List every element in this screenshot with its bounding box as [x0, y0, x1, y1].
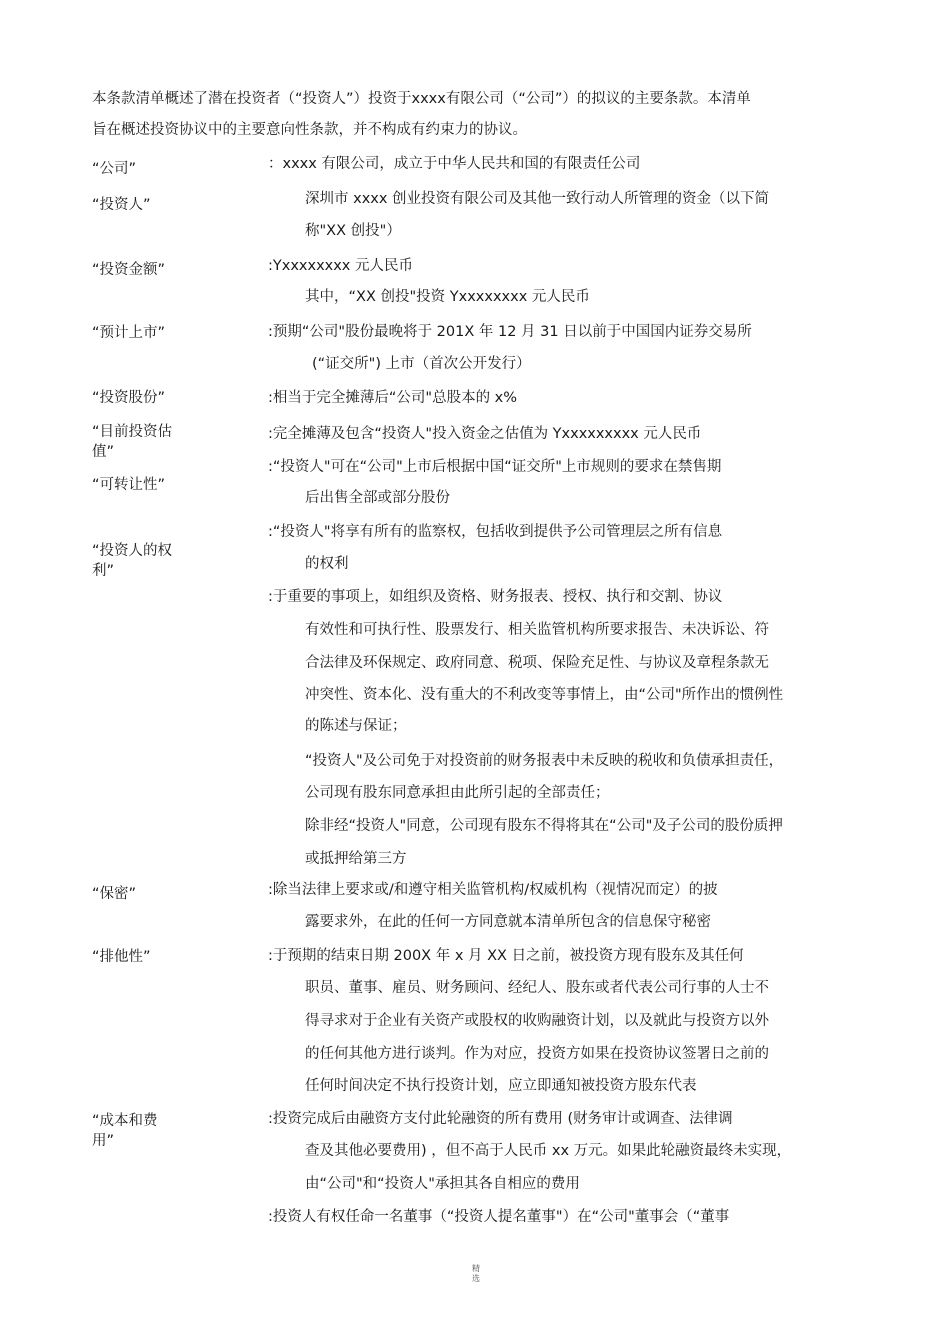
- footer-char-2: 选: [472, 1274, 480, 1283]
- term-ipo-line-1: :预期“公司"股份最晚将于 201X 年 12 月 31 日以前于中国国内证券交易所: [268, 324, 752, 340]
- term-rights-line-7: 的陈述与保证；: [305, 718, 407, 734]
- term-label-costs: [92, 1111, 158, 1151]
- term-rights-line-6: 冲突性、资本化、没有重大的不利改变等事情上，由“公司"所作出的惯例性: [305, 687, 784, 703]
- term-label-confidential: “保密”: [92, 886, 137, 902]
- term-label-rights-l1: “投资人的权: [92, 543, 173, 559]
- term-rights-line-10: 除非经“投资人"同意，公司现有股东不得将其在“公司"及子公司的股份质押: [305, 818, 783, 834]
- term-exclusive-line-5: 任何时间决定不执行投资计划，应立即通知被投资方股东代表: [305, 1078, 697, 1094]
- term-investor-line-1: 深圳市 xxxx 创业投资有限公司及其他一致行动人所管理的资金（以下简: [305, 191, 770, 207]
- term-label-rights-l2: 利”: [92, 563, 115, 579]
- term-label-valuation: [92, 422, 172, 462]
- term-rights-line-8: “投资人"及公司免于对投资前的财务报表中未反映的税收和负债承担责任，: [305, 753, 784, 769]
- term-confidential-line-2: 露要求外，在此的任何一方同意就本清单所包含的信息保守秘密: [305, 914, 711, 930]
- term-company-line-1: ：xxxx 有限公司，成立于中华人民共和国的有限责任公司: [268, 156, 641, 172]
- intro-line-1: 本条款清单概述了潜在投资者（“投资人”）投资于xxxx有限公司（“公司”）的拟议的主要条款。本清单: [92, 91, 751, 107]
- term-label-exclusive: “排他性”: [92, 949, 151, 965]
- term-exclusive-line-3: 得寻求对于企业有关资产或股权的收购融资计划，以及就此与投资方以外: [305, 1013, 769, 1029]
- term-label-amount: “投资金额”: [92, 262, 166, 278]
- term-costs-line-1: :投资完成后由融资方支付此轮融资的所有费用 (财务审计或调查、法律调: [268, 1111, 733, 1127]
- term-rights-line-5: 合法律及环保规定、政府同意、税项、保险充足性、与协议及章程条款无: [305, 655, 769, 671]
- term-rights-line-4: 有效性和可执行性、股票发行、相关监管机构所要求报告、未决诉讼、符: [305, 622, 769, 638]
- term-rights-line-1: :“投资人"将享有所有的监察权，包括收到提供予公司管理层之所有信息: [268, 524, 723, 540]
- term-label-shares: “投资股份”: [92, 390, 166, 406]
- term-shares-line-1: :相当于完全摊薄后“公司"总股本的 x%: [268, 390, 518, 406]
- term-rights-line-2: 的权利: [305, 556, 349, 572]
- term-confidential-line-1: :除当法律上要求或/和遵守相关监管机构/权威机构（视情况而定）的披: [268, 882, 718, 898]
- term-label-valuation-l2: 值”: [92, 444, 115, 460]
- term-amount-line-2: 其中，“XX 创投"投资 Yxxxxxxxx 元人民币: [305, 289, 590, 305]
- term-exclusive-line-4: 的任何其他方进行谈判。作为对应，投资方如果在投资协议签署日之前的: [305, 1046, 769, 1062]
- term-exclusive-line-2: 职员、董事、雇员、财务顾问、经纪人、股东或者代表公司行事的人士不: [305, 980, 769, 996]
- term-transfer-line-1: :“投资人"可在“公司"上市后根据中国“证交所"上市规则的要求在禁售期: [268, 459, 722, 475]
- term-costs-line-3: 由“公司"和“投资人"承担其各自相应的费用: [305, 1176, 580, 1192]
- page-footer-mark: [466, 1264, 486, 1284]
- term-label-transfer: “可转让性”: [92, 477, 166, 493]
- term-rights-line-11: 或抵押给第三方: [305, 851, 407, 867]
- term-label-ipo: “预计上市”: [92, 325, 166, 341]
- term-label-company: “公司”: [92, 161, 137, 177]
- term-label-investor: “投资人”: [92, 197, 151, 213]
- term-investor-line-2: 称"XX 创投"）: [305, 223, 401, 239]
- term-label-valuation-l1: “目前投资估: [92, 424, 173, 440]
- term-costs-line-4: :投资人有权任命一名董事（“投资人提名董事"）在“公司"董事会（“董事: [268, 1209, 730, 1225]
- term-exclusive-line-1: :于预期的结束日期 200X 年 x 月 XX 日之前，被投资方现有股东及其任何: [268, 948, 744, 964]
- term-rights-line-3: :于重要的事项上，如组织及资格、财务报表、授权、执行和交割、协议: [268, 589, 723, 605]
- term-label-rights: [92, 541, 172, 581]
- term-label-costs-l1: “成本和费: [92, 1113, 158, 1129]
- term-costs-line-2: 查及其他必要费用) ，但不高于人民币 xx 万元。如果此轮融资最终未实现，: [305, 1143, 792, 1159]
- intro-line-2: 旨在概述投资协议中的主要意向性条款，并不构成有约束力的协议。: [92, 122, 527, 138]
- term-ipo-line-2: (“证交所") 上市（首次公开发行）: [312, 356, 531, 372]
- footer-char-1: 精: [472, 1264, 480, 1273]
- term-label-costs-l2: 用”: [92, 1133, 115, 1149]
- term-transfer-line-2: 后出售全部或部分股份: [305, 490, 450, 506]
- term-valuation-line-1: :完全摊薄及包含“投资人"投入资金之估值为 Yxxxxxxxxx 元人民币: [268, 426, 702, 442]
- term-rights-line-9: 公司现有股东同意承担由此所引起的全部责任；: [305, 785, 610, 801]
- term-amount-line-1: :Yxxxxxxxx 元人民币: [268, 258, 413, 274]
